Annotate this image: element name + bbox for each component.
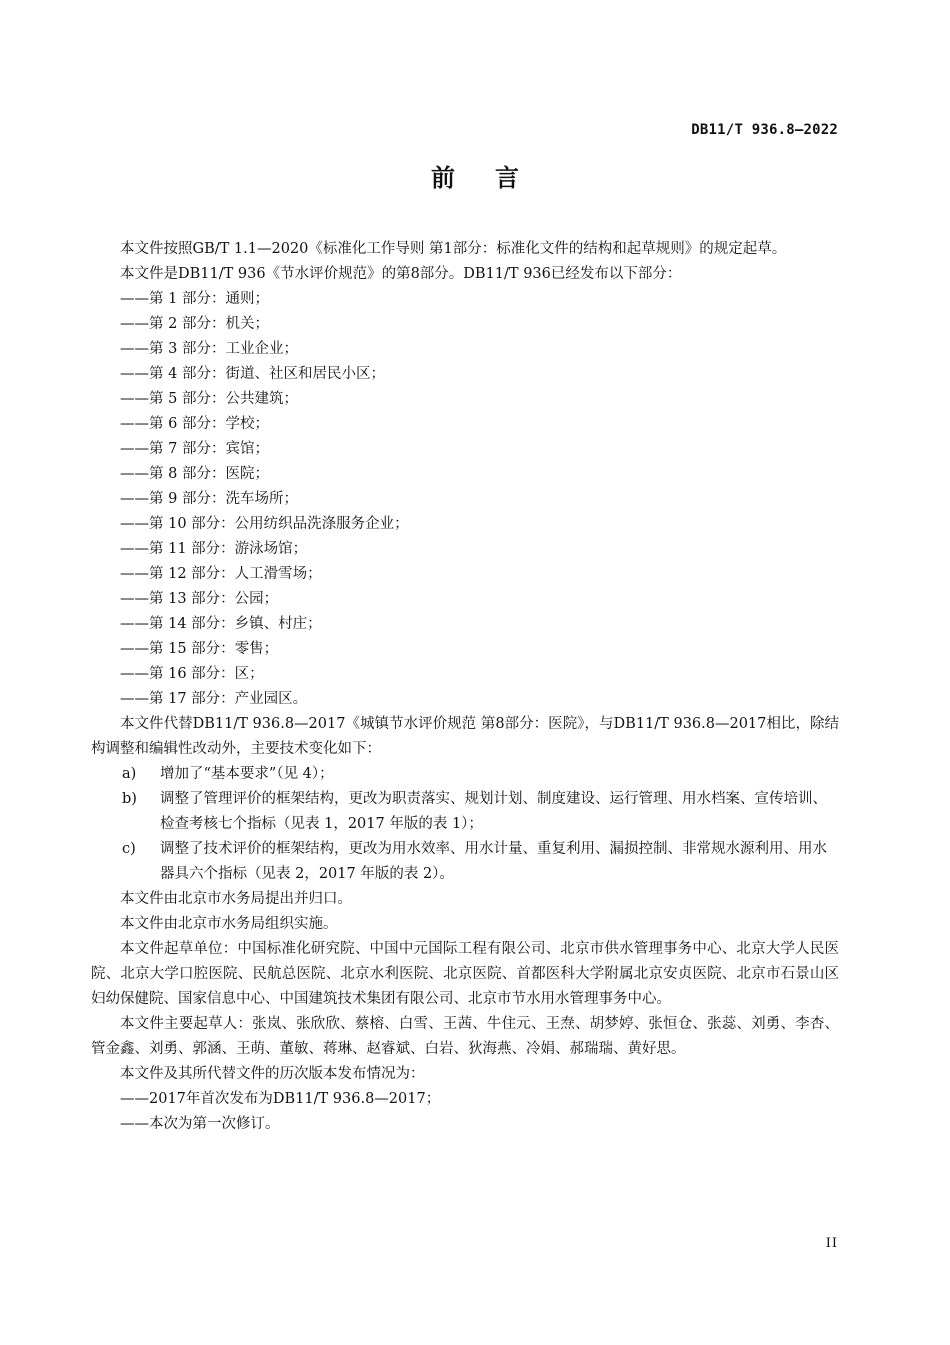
change-item-c [91,837,839,887]
list-item: ——第 6 部分：学校； [120,416,269,432]
item-label: c) [122,841,136,857]
history-item: ——本次为第一次修订。 [120,1116,280,1132]
paragraph-history-intro: 本文件及其所代替文件的历次版本发布情况为： [120,1066,425,1082]
paragraph-drafting-units: 本文件起草单位：中国标准化研究院、中国中元国际工程有限公司、北京市供水管理事务中心、北京大学人民医院、北京大学口腔医院、民航总医院、北京水利医院、北京医院、首都医科大学附属北京安贞医院、北京市石景山区妇幼保健院、国家信息中心、中国建筑技术集团有限公司、北京市节水用水管理事务中心。 [91,941,839,1007]
paragraph-series-intro: 本文件是DB11/T 936《节水评价规范》的第8部分。DB11/T 936已经发布以下部分： [120,266,682,282]
list-item: ——第 9 部分：洗车场所； [120,491,298,507]
list-item: ——第 10 部分：公用纺织品洗涤服务企业； [120,516,409,532]
list-item: ——第 15 部分：零售； [120,641,279,657]
item-label: a) [122,766,137,782]
item-text: 调整了技术评价的框架结构，更改为用水效率、用水计量、重复利用、漏损控制、非常规水源利用、用水器具六个指标（见表 2，2017 年版的表 2）。 [160,841,827,882]
list-item: ——第 8 部分：医院； [120,466,269,482]
list-item: ——第 1 部分：通则； [120,291,269,307]
paragraph-implementer: 本文件由北京市水务局组织实施。 [120,916,338,932]
page-number: II [825,1236,838,1251]
list-item: ——第 11 部分：游泳场馆； [120,541,308,557]
parts-list [91,287,839,712]
item-text: 增加了“基本要求”（见 4）； [160,766,334,782]
list-item: ——第 13 部分：公园； [120,591,279,607]
list-item: ——第 2 部分：机关； [120,316,269,332]
list-item: ——第 3 部分：工业企业； [120,341,298,357]
history-item: ——2017年首次发布为DB11/T 936.8—2017； [120,1091,441,1107]
paragraph-drafting-rules: 本文件按照GB/T 1.1—2020《标准化工作导则 第1部分：标准化文件的结构和起草规则》的规定起草。 [120,241,787,257]
list-item: ——第 14 部分：乡镇、村庄； [120,616,322,632]
item-label: b) [122,791,137,807]
list-item: ——第 12 部分：人工滑雪场； [120,566,322,582]
item-text: 调整了管理评价的框架结构，更改为职责落实、规划计划、制度建设、运行管理、用水档案、宣传培训、检查考核七个指标（见表 1，2017 年版的表 1）； [160,791,827,832]
page-title: 前言 [431,164,559,192]
paragraph-replacement: 本文件代替DB11/T 936.8—2017《城镇节水评价规范 第8部分：医院》，与DB11/T 936.8—2017相比，除结构调整和编辑性改动外，主要技术变化如下： [91,716,839,757]
standard-code: DB11/T 936.8—2022 [691,122,838,138]
foreword-body [91,237,839,1137]
paragraph-drafters: 本文件主要起草人：张岚、张欣欣、蔡榕、白雪、王茜、牛住元、王焘、胡梦婷、张恒仓、张蕊、刘勇、李杏、管金鑫、刘勇、郭涵、王萌、董敏、蒋琳、赵睿斌、白岩、狄海燕、冷娟、郝瑞瑞、黄好思。 [91,1016,839,1057]
list-item: ——第 4 部分：街道、社区和居民小区； [120,366,385,382]
changes-list [91,762,839,887]
list-item: ——第 7 部分：宾馆； [120,441,269,457]
list-item: ——第 17 部分：产业园区。 [120,691,308,707]
change-item-a [91,762,839,787]
list-item: ——第 5 部分：公共建筑； [120,391,298,407]
change-item-b [91,787,839,837]
paragraph-proposer: 本文件由北京市水务局提出并归口。 [120,891,352,907]
list-item: ——第 16 部分：区； [120,666,264,682]
